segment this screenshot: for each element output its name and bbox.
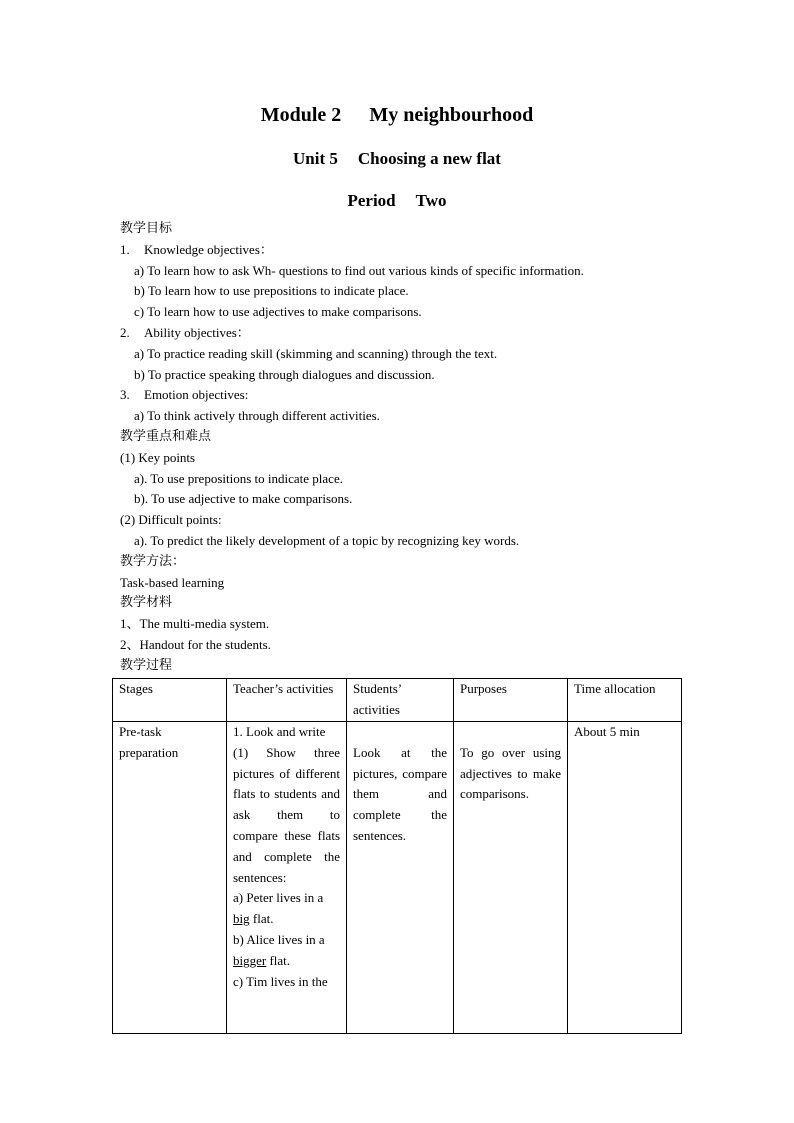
unit-name: Choosing a new flat <box>357 149 501 168</box>
objective-item: c) To learn how to use adjectives to make comparisons. <box>134 304 422 320</box>
key-points-label: (1) Key points <box>120 449 196 465</box>
objective-item: a) To learn how to ask Wh- questions to find out various kinds of specific information. <box>134 262 584 278</box>
objective-item: a) To practice reading skill (skimming and scanning) through the text. <box>134 345 498 361</box>
sentence-a: a) Peter lives in a big flat. <box>233 890 324 927</box>
table-header-row <box>113 679 682 722</box>
unit-label: Unit 5 <box>293 149 338 168</box>
knowledge-objectives: 1. Knowledge objectives： <box>120 241 273 257</box>
module-name: My neighbourhood <box>369 104 534 126</box>
teacher-activities-cell <box>227 722 347 1034</box>
material-item: 1、The multi-media system. <box>120 616 270 632</box>
sentence-c: c) Tim lives in the <box>233 973 328 989</box>
methods-text: Task-based learning <box>120 574 225 590</box>
teaching-process-table <box>112 678 682 1034</box>
column-header: Students’ activities <box>347 679 454 722</box>
period-label: Period <box>347 191 396 210</box>
difficult-point-item: a). To predict the likely development of a topic by recognizing key words. <box>134 532 520 548</box>
underlined-word: bigger <box>233 952 267 968</box>
purposes-cell: To go over using adjectives to make comparisons. <box>454 722 568 1034</box>
teacher-step: 1. Look and write <box>233 724 326 739</box>
column-header: Time allocation <box>568 679 682 722</box>
period-name: Two <box>415 191 447 210</box>
ability-objectives: 2. Ability objectives： <box>120 324 250 340</box>
key-point-item: a). To use prepositions to indicate place. <box>134 470 343 486</box>
column-header: Purposes <box>454 679 568 722</box>
emotion-objectives: 3. Emotion objectives: <box>120 387 249 403</box>
objective-item: b) To learn how to use prepositions to indicate place. <box>134 283 409 299</box>
module-title <box>0 104 794 127</box>
methods-heading: 教学方法： <box>120 553 186 569</box>
column-header: Teacher’s activities <box>227 679 347 722</box>
time-cell: About 5 min <box>568 722 682 1034</box>
objective-item: b) To practice speaking through dialogues and discussion. <box>134 366 435 382</box>
materials-heading: 教学材料 <box>120 595 173 611</box>
objectives-heading: 教学目标 <box>120 221 173 236</box>
difficult-points-label: (2) Difficult points: <box>120 512 222 528</box>
students-activities-cell: Look at the pictures, compare them and complete the sentences. <box>347 722 454 1034</box>
process-heading: 教学过程 <box>120 657 173 673</box>
key-point-item: b). To use adjective to make comparisons. <box>134 491 353 507</box>
table-row <box>113 722 682 1034</box>
material-item: 2、Handout for the students. <box>120 636 271 652</box>
teacher-description: (1) Show three pictures of different flats to students and ask them to compare these flats and complete the sentences: <box>233 744 340 885</box>
keypoints-heading: 教学重点和难点 <box>120 428 212 444</box>
unit-title <box>0 149 794 169</box>
objective-item: a) To think actively through different activities. <box>134 408 380 424</box>
stage-cell: Pre-task preparation <box>113 722 227 1034</box>
underlined-word: big <box>233 911 250 927</box>
sentence-b: b) Alice lives in a bigger flat. <box>233 931 325 968</box>
lesson-plan-body <box>120 219 720 677</box>
module-label: Module 2 <box>260 104 342 126</box>
column-header: Stages <box>113 679 227 722</box>
period-title <box>0 191 794 211</box>
